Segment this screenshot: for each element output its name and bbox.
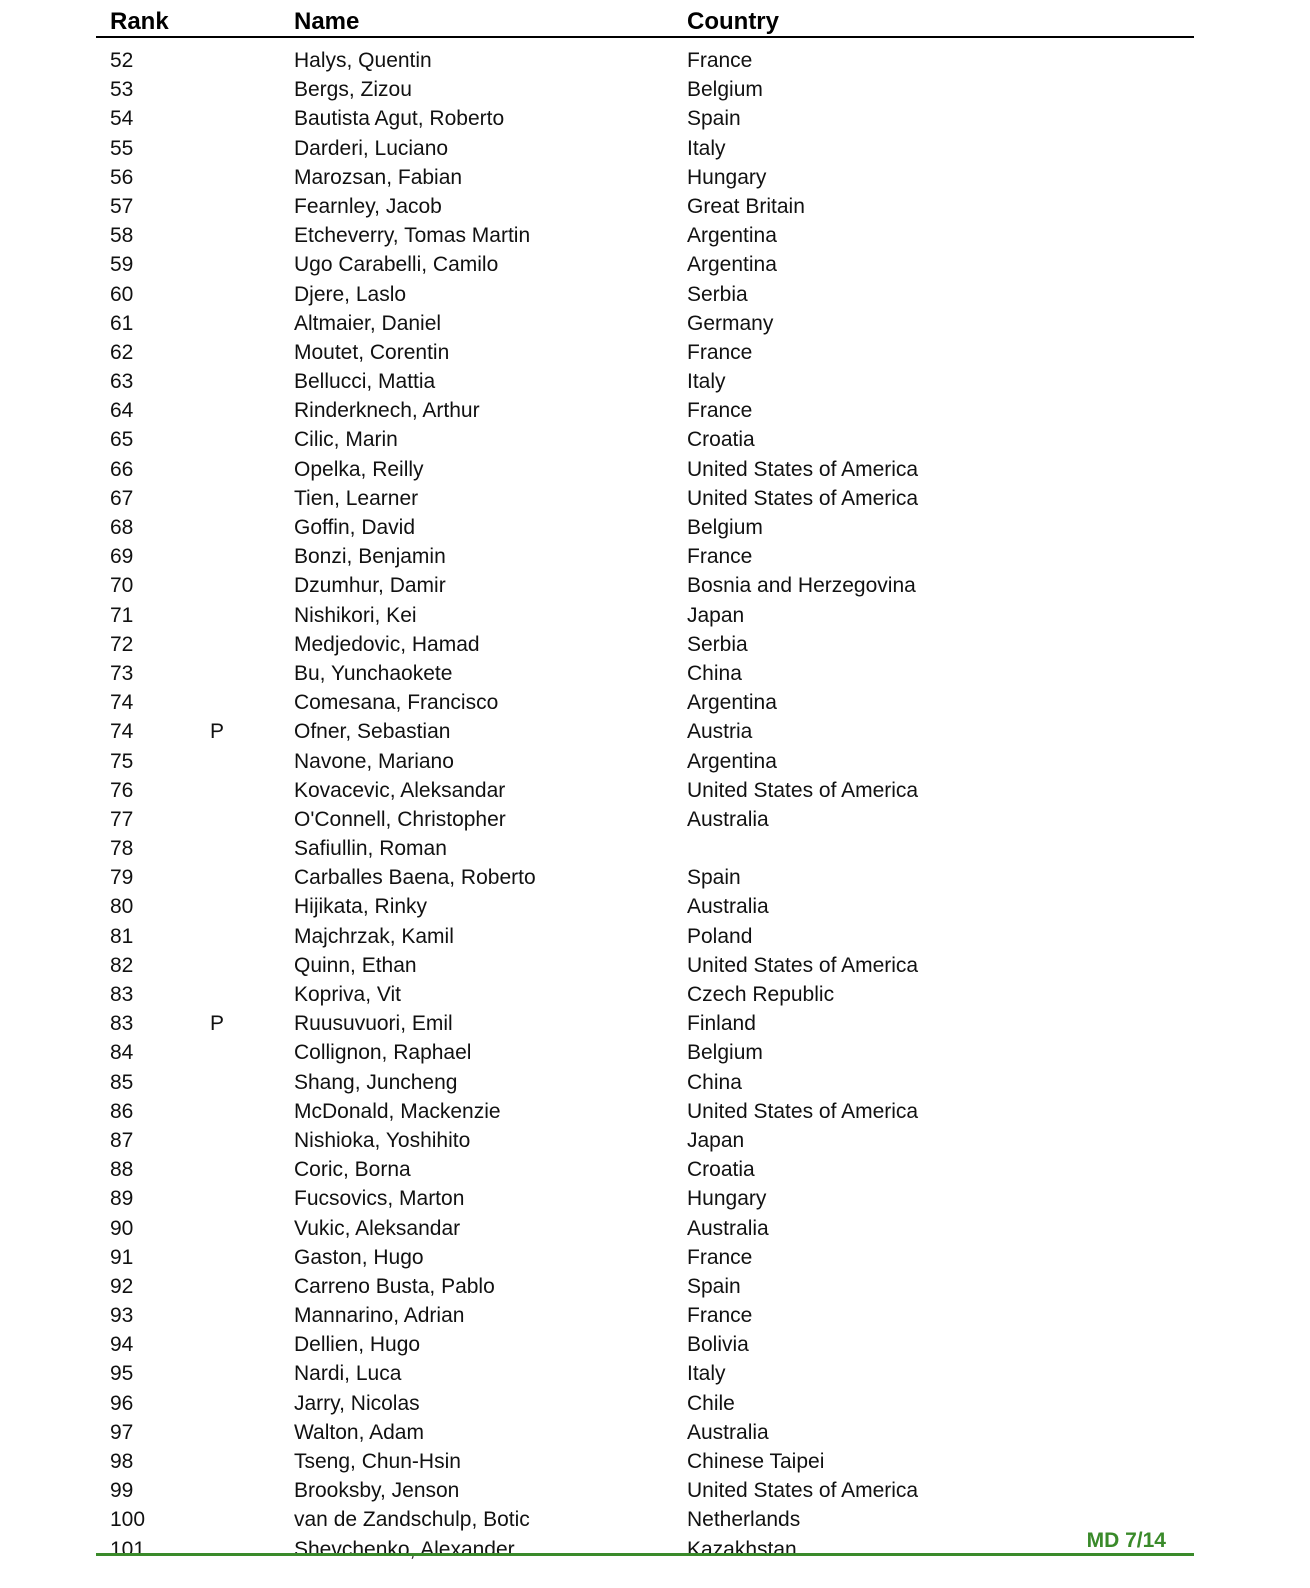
country-cell: United States of America [687,457,919,481]
table-row [96,425,1194,454]
table-row [96,1418,1194,1447]
table-row [96,250,1194,279]
table-row [96,980,1194,1009]
table-header [96,4,1194,38]
country-cell: Argentina [687,253,777,277]
rank-cell: 72 [110,632,134,656]
player-name-cell: Vukic, Aleksandar [294,1216,461,1240]
player-name-cell: Navone, Mariano [294,749,454,773]
table-row [96,75,1194,104]
document-code: MD 7/14 [1086,1529,1166,1552]
rank-cell: 77 [110,807,134,831]
player-name-cell: Collignon, Raphael [294,1041,472,1065]
flag-cell: P [210,720,225,744]
rank-cell: 55 [110,136,134,160]
country-cell: Hungary [687,165,767,189]
country-cell: China [687,1070,742,1094]
country-cell: United States of America [687,953,919,977]
table-row [96,484,1194,513]
rank-cell: 82 [110,953,134,977]
rank-cell: 67 [110,486,134,510]
table-row [96,630,1194,659]
country-cell: Italy [687,370,726,394]
rank-cell: 87 [110,1128,134,1152]
country-cell: United States of America [687,778,919,802]
player-name-cell: Nishioka, Yoshihito [294,1128,471,1152]
player-name-cell: Bu, Yunchaokete [294,661,453,685]
player-name-cell: Majchrzak, Kamil [294,924,454,948]
player-name-cell: Bautista Agut, Roberto [294,107,505,131]
player-name-cell: van de Zandschulp, Botic [294,1508,530,1532]
rank-cell: 60 [110,282,134,306]
table-row [96,1359,1194,1388]
player-name-cell: Hijikata, Rinky [294,895,428,919]
country-cell: Chinese Taipei [687,1450,825,1473]
player-name-cell: Dzumhur, Damir [294,574,446,598]
player-name-cell: Djere, Laslo [294,282,407,306]
player-name-cell: Etcheverry, Tomas Martin [294,224,531,248]
player-name-cell: Shang, Juncheng [294,1070,458,1094]
country-cell: Spain [687,1274,741,1298]
country-cell: Australia [687,1216,769,1240]
table-row [96,688,1194,717]
country-cell: France [687,1304,753,1328]
table-row [96,717,1194,746]
rank-cell: 95 [110,1362,134,1386]
player-name-cell: Ruusuvuori, Emil [294,1012,453,1036]
player-name-cell: Medjedovic, Hamad [294,632,480,656]
country-cell: Kazakhstan [687,1537,797,1561]
rank-cell: 81 [110,924,134,948]
country-cell: France [687,340,753,364]
table-row [96,1389,1194,1418]
rank-cell: 63 [110,370,134,394]
country-cell: Japan [687,603,745,627]
table-row [96,747,1194,776]
player-name-cell: Rinderknech, Arthur [294,399,480,423]
player-name-cell: Jarry, Nicolas [294,1391,420,1415]
table-row [96,46,1194,75]
player-name-cell: Tien, Learner [294,486,419,510]
country-cell: Austria [687,720,753,744]
country-cell: Czech Republic [687,983,835,1006]
rank-cell: 90 [110,1216,134,1240]
country-cell: Spain [687,107,741,131]
player-name-cell: Goffin, David [294,516,416,539]
table-row [96,1009,1194,1038]
rank-cell: 83 [110,1012,134,1036]
country-cell: China [687,661,742,685]
country-cell: Italy [687,136,726,160]
table-row [96,309,1194,338]
table-row [96,1068,1194,1097]
table-row [96,134,1194,163]
country-cell: France [687,49,753,72]
table-row [96,1301,1194,1330]
table-row [96,1476,1194,1505]
rank-cell: 88 [110,1158,134,1182]
rank-cell: 99 [110,1479,134,1503]
player-name-cell: Bonzi, Benjamin [294,545,446,569]
rank-cell: 101 [110,1537,146,1561]
country-cell: France [687,545,753,569]
player-name-cell: Altmaier, Daniel [294,311,442,335]
rank-cell: 78 [110,837,134,861]
player-name-cell: Opelka, Reilly [294,457,424,481]
player-name-cell: Coric, Borna [294,1158,411,1182]
table-row [96,396,1194,425]
table-row [96,834,1194,863]
player-name-cell: McDonald, Mackenzie [294,1099,501,1123]
rank-cell: 73 [110,661,134,685]
rank-cell: 59 [110,253,134,277]
rank-cell: 94 [110,1333,134,1357]
rank-cell: 74 [110,720,134,744]
rank-cell: 80 [110,895,134,919]
rank-cell: 91 [110,1245,134,1269]
table-row [96,542,1194,571]
player-name-cell: Bergs, Zizou [294,78,412,102]
rank-cell: 58 [110,224,134,248]
country-cell: Serbia [687,632,748,656]
table-row [96,513,1194,542]
table-row [96,1184,1194,1213]
player-name-cell: Halys, Quentin [294,49,432,72]
table-row [96,571,1194,600]
player-name-cell: Kovacevic, Aleksandar [294,778,506,802]
rank-cell: 84 [110,1041,134,1065]
country-cell: Chile [687,1391,735,1415]
table-row [96,338,1194,367]
table-row [96,1505,1194,1534]
country-cell: France [687,1245,753,1269]
country-cell: United States of America [687,1099,919,1123]
table-row [96,1535,1194,1564]
rank-cell: 61 [110,311,134,335]
country-cell: Finland [687,1012,756,1036]
table-row [96,1243,1194,1272]
table-row [96,1155,1194,1184]
country-cell: Belgium [687,516,763,539]
player-name-cell: Marozsan, Fabian [294,165,463,189]
country-cell: Belgium [687,78,763,102]
player-name-cell: Darderi, Luciano [294,136,449,160]
rank-cell: 65 [110,428,134,452]
player-name-cell: Ugo Carabelli, Camilo [294,253,499,277]
table-row [96,192,1194,221]
rank-cell: 83 [110,983,134,1006]
player-name-cell: Tseng, Chun-Hsin [294,1450,461,1473]
player-name-cell: Kopriva, Vit [294,983,401,1006]
country-cell: Spain [687,866,741,890]
player-name-cell: Gaston, Hugo [294,1245,424,1269]
player-name-cell: Brooksby, Jenson [294,1479,460,1503]
player-name-cell: Cilic, Marin [294,428,398,452]
table-row [96,221,1194,250]
rank-cell: 56 [110,165,134,189]
country-cell: Argentina [687,691,777,715]
table-row [96,892,1194,921]
player-name-cell: Fucsovics, Marton [294,1187,465,1211]
country-cell: Australia [687,895,769,919]
player-name-cell: Carballes Baena, Roberto [294,866,536,890]
player-name-cell: Fearnley, Jacob [294,194,442,218]
rank-cell: 70 [110,574,134,598]
country-cell: Croatia [687,1158,755,1182]
country-cell: France [687,399,753,423]
rank-cell: 92 [110,1274,134,1298]
country-cell: Argentina [687,749,777,773]
rank-column-header: Rank [110,8,169,35]
country-cell: Italy [687,1362,726,1386]
rank-cell: 79 [110,866,134,890]
rank-cell: 54 [110,107,134,131]
table-row [96,951,1194,980]
country-cell: Great Britain [687,194,805,218]
table-row [96,163,1194,192]
table-row [96,1330,1194,1359]
country-cell: Bosnia and Herzegovina [687,574,916,598]
player-name-cell: Walton, Adam [294,1420,424,1444]
table-row [96,1214,1194,1243]
player-name-cell: Nishikori, Kei [294,603,417,627]
rank-cell: 69 [110,545,134,569]
rank-cell: 74 [110,691,134,715]
flag-cell: P [210,1012,225,1036]
player-name-cell: Nardi, Luca [294,1362,402,1386]
table-row [96,805,1194,834]
table-row [96,1272,1194,1301]
country-cell: Netherlands [687,1508,801,1532]
table-row [96,280,1194,309]
player-name-cell: Shevchenko, Alexander [294,1537,515,1561]
player-name-cell: O'Connell, Christopher [294,807,506,831]
rank-cell: 66 [110,457,134,481]
table-row [96,776,1194,805]
player-name-cell: Comesana, Francisco [294,691,499,715]
country-cell: Serbia [687,282,748,306]
country-cell: Argentina [687,224,777,248]
rank-cell: 97 [110,1420,134,1444]
country-cell: Belgium [687,1041,763,1065]
player-name-cell: Ofner, Sebastian [294,720,451,744]
table-row [96,104,1194,133]
table-row [96,659,1194,688]
player-list [96,46,1194,1564]
rank-cell: 57 [110,194,134,218]
rank-cell: 75 [110,749,134,773]
player-name-cell: Carreno Busta, Pablo [294,1274,495,1298]
table-row [96,1038,1194,1067]
rank-cell: 53 [110,78,134,102]
country-cell: Croatia [687,428,755,452]
rank-cell: 64 [110,399,134,423]
table-row [96,863,1194,892]
country-cell: Japan [687,1128,745,1152]
rank-cell: 62 [110,340,134,364]
country-cell: United States of America [687,486,919,510]
name-column-header: Name [294,8,360,35]
rank-cell: 96 [110,1391,134,1415]
rank-cell: 89 [110,1187,134,1211]
player-name-cell: Safiullin, Roman [294,837,447,861]
rank-cell: 100 [110,1508,146,1532]
player-name-cell: Mannarino, Adrian [294,1304,465,1328]
player-name-cell: Moutet, Corentin [294,340,450,364]
rank-cell: 86 [110,1099,134,1123]
rank-cell: 85 [110,1070,134,1094]
table-row [96,922,1194,951]
country-cell: Australia [687,1420,769,1444]
table-row [96,455,1194,484]
player-name-cell: Bellucci, Mattia [294,370,436,394]
table-row [96,1447,1194,1476]
rank-cell: 93 [110,1304,134,1328]
player-name-cell: Dellien, Hugo [294,1333,421,1357]
country-cell: Poland [687,924,753,948]
country-cell: Australia [687,807,769,831]
country-cell: Bolivia [687,1333,749,1357]
footer-divider [96,1553,1194,1556]
table-row [96,1126,1194,1155]
rank-cell: 98 [110,1450,134,1473]
table-row [96,601,1194,630]
country-cell: United States of America [687,1479,919,1503]
country-cell: Germany [687,311,774,335]
table-row [96,367,1194,396]
rank-cell: 76 [110,778,134,802]
table-row [96,1097,1194,1126]
rank-cell: 68 [110,516,134,539]
country-cell: Hungary [687,1187,767,1211]
country-column-header: Country [687,8,779,35]
player-name-cell: Quinn, Ethan [294,953,417,977]
entry-list-sheet [96,0,1194,1588]
rank-cell: 52 [110,49,134,72]
rank-cell: 71 [110,603,134,627]
